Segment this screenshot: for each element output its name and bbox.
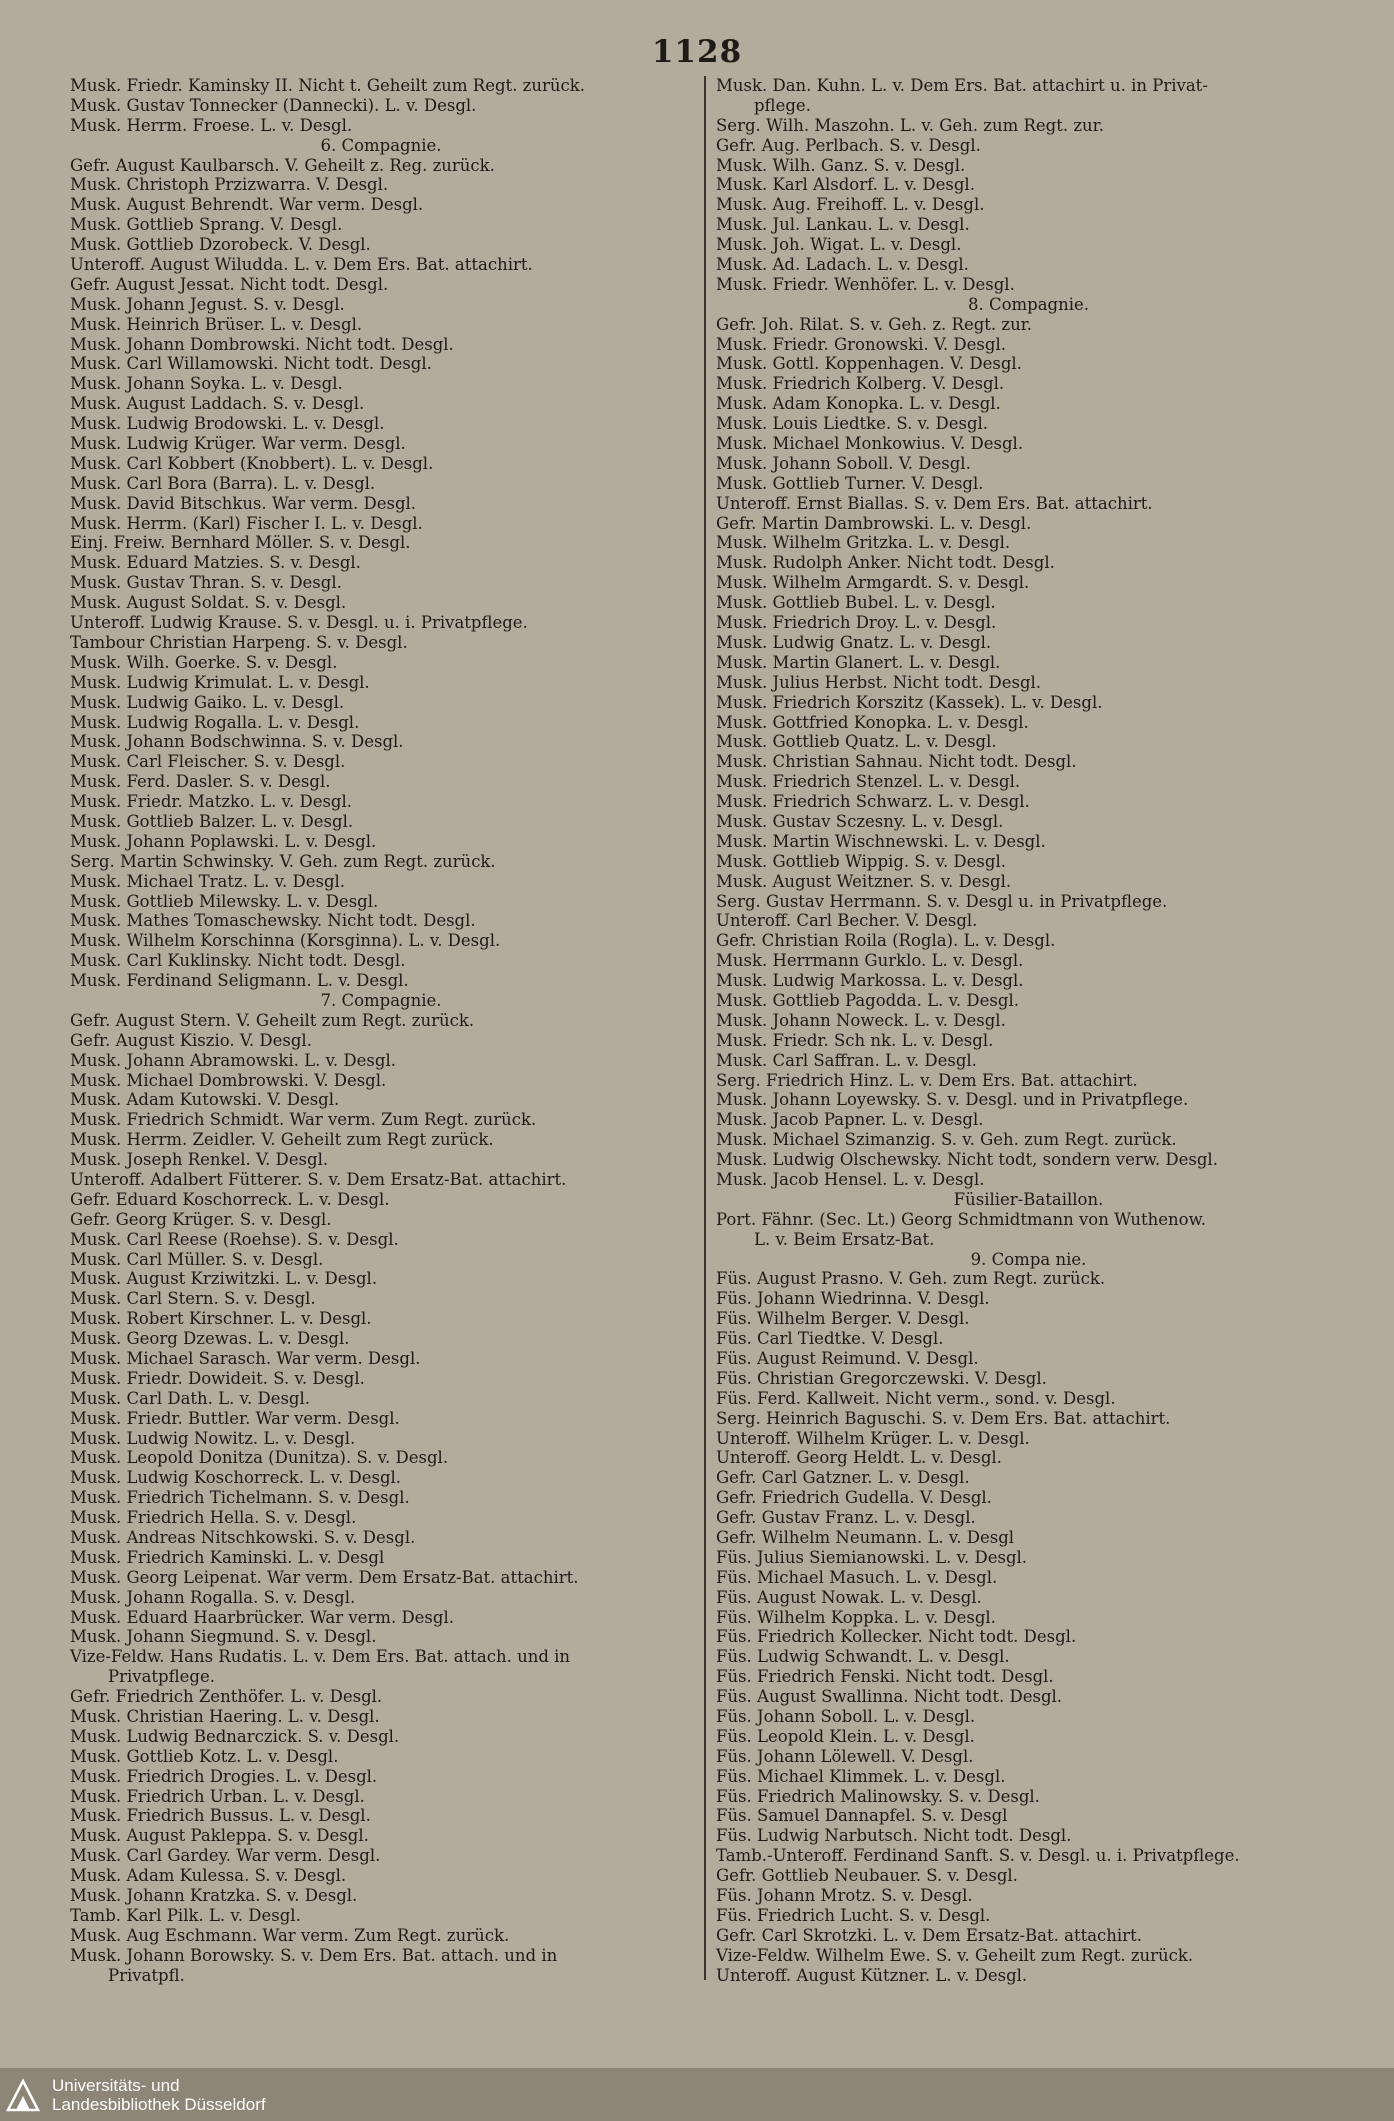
roster-entry: Füs. Johann Mrotz. S. v. Desgl. (716, 1886, 973, 1906)
roster-entry: Musk. Robert Kirschner. L. v. Desgl. (70, 1309, 372, 1329)
roster-entry: Musk. Gustav Sczesny. L. v. Desgl. (716, 811, 1004, 831)
roster-entry: pflege. (754, 95, 811, 115)
roster-entry: Vize-Feldw. Hans Rudatis. L. v. Dem Ers. Bat. attach. und in (70, 1647, 571, 1667)
library-name (52, 2076, 266, 2114)
roster-entry: Musk. Carl Reese (Roehse). S. v. Desgl. (70, 1229, 399, 1249)
roster-entry: Musk. Johann Soboll. V. Desgl. (716, 453, 971, 473)
roster-entry: Musk. Michael Szimanzig. S. v. Geh. zum Regt. zurück. (716, 1130, 1177, 1150)
roster-entry: Füs. Ferd. Kallweit. Nicht verm., sond. v. Desgl. (716, 1388, 1116, 1408)
page-number: 1128 (651, 34, 743, 70)
library-name-line1: Universitäts- und (52, 2076, 180, 2095)
roster-entry: Musk. Friedr. Buttler. War verm. Desgl. (70, 1408, 400, 1428)
roster-entry: Musk. Christoph Przizwarra. V. Desgl. (70, 175, 389, 195)
roster-entry: Musk. Leopold Donitza (Dunitza). S. v. Desgl. (70, 1448, 449, 1468)
roster-entry: Unteroff. August Kützner. L. v. Desgl. (716, 1965, 1028, 1985)
roster-entry: Füs. August Prasno. V. Geh. zum Regt. zurück. (716, 1269, 1106, 1289)
roster-entry: Gefr. Joh. Rilat. S. v. Geh. z. Regt. zur. (716, 314, 1033, 334)
roster-entry: Musk. Friedrich Droy. L. v. Desgl. (716, 613, 997, 633)
roster-entry: Musk. Friedrich Schwarz. L. v. Desgl. (716, 792, 1030, 812)
roster-entry: Musk. Gottl. Koppenhagen. V. Desgl. (716, 354, 1022, 374)
roster-entry: Musk. Ludwig Koschorreck. L. v. Desgl. (70, 1468, 402, 1488)
roster-entry: Gefr. Eduard Koschorreck. L. v. Desgl. (70, 1189, 390, 1209)
roster-entry: Unteroff. Ernst Biallas. S. v. Dem Ers. Bat. attachirt. (716, 493, 1153, 513)
roster-entry: Musk. Gottlieb Pagodda. L. v. Desgl. (716, 990, 1019, 1010)
roster-entry: Unteroff. Ludwig Krause. S. v. Desgl. u. i. Privatpflege. (70, 613, 528, 633)
roster-entry: Musk. Friedr. Matzko. L. v. Desgl. (70, 792, 353, 812)
roster-entry: Musk. Johann Noweck. L. v. Desgl. (716, 1010, 1006, 1030)
roster-entry: Musk. Wilhelm Armgardt. S. v. Desgl. (716, 573, 1030, 593)
roster-entry: Musk. Johann Soyka. L. v. Desgl. (70, 374, 343, 394)
roster-entry: Serg. Gustav Herrmann. S. v. Desgl u. in Privatpflege. (716, 891, 1168, 911)
roster-entry: L. v. Beim Ersatz-Bat. (754, 1229, 935, 1249)
roster-entry: Unteroff. Carl Becher. V. Desgl. (716, 911, 978, 931)
roster-entry: Musk. Friedrich Stenzel. L. v. Desgl. (716, 772, 1021, 792)
roster-entry: Musk. Martin Glanert. L. v. Desgl. (716, 652, 1001, 672)
roster-entry: Musk. Ludwig Rogalla. L. v. Desgl. (70, 712, 360, 732)
section-heading: 8. Compagnie. (967, 294, 1090, 314)
roster-entry: Musk. Johann Loyewsky. S. v. Desgl. und in Privatpflege. (716, 1090, 1189, 1110)
roster-entry: Füs. Wilhelm Berger. V. Desgl. (716, 1309, 970, 1329)
roster-entry: Musk. Gottlieb Balzer. L. v. Desgl. (70, 811, 354, 831)
roster-entry: Musk. Christian Sahnau. Nicht todt. Desgl. (716, 752, 1077, 772)
roster-entry: Musk. Friedrich Urban. L. v. Desgl. (70, 1786, 365, 1806)
roster-entry: Füs. Christian Gregorczewski. V. Desgl. (716, 1368, 1047, 1388)
roster-entry: Musk. Ferd. Dasler. S. v. Desgl. (70, 772, 331, 792)
roster-entry: Unteroff. Wilhelm Krüger. L. v. Desgl. (716, 1428, 1030, 1448)
roster-entry: Musk. Gustav Tonnecker (Dannecki). L. v. Desgl. (70, 95, 477, 115)
roster-entry: Musk. Friedr. Kaminsky II. Nicht t. Geheilt zum Regt. zurück. (70, 76, 585, 95)
roster-entry: Musk. Gottlieb Bubel. L. v. Desgl. (716, 593, 996, 613)
roster-entry: Füs. August Reimund. V. Desgl. (716, 1349, 979, 1368)
library-name-line2: Landesbibliothek Düsseldorf (52, 2095, 266, 2114)
roster-entry: Füs. Ludwig Narbutsch. Nicht todt. Desgl. (716, 1826, 1072, 1846)
roster-entry: Gefr. Carl Gatzner. L. v. Desgl. (716, 1468, 970, 1488)
roster-entry: Musk. Carl Kuklinsky. Nicht todt. Desgl. (70, 951, 406, 971)
roster-entry: Musk. Friedr. Wenhöfer. L. v. Desgl. (716, 274, 1015, 294)
roster-entry: Musk. Carl Fleischer. S. v. Desgl. (70, 752, 346, 772)
roster-entry: Musk. Wilh. Goerke. S. v. Desgl. (70, 652, 338, 672)
roster-entry: Musk. Andreas Nitschkowski. S. v. Desgl. (70, 1528, 416, 1548)
roster-entry: Musk. Herrm. Zeidler. V. Geheilt zum Regt zurück. (70, 1130, 494, 1150)
roster-entry: Gefr. Gottlieb Neubauer. S. v. Desgl. (716, 1866, 1018, 1886)
roster-entry: Füs. Johann Soboll. L. v. Desgl. (716, 1707, 976, 1727)
roster-entry: Musk. August Behrendt. War verm. Desgl. (70, 195, 424, 215)
roster-entry: Musk. Christian Haering. L. v. Desgl. (70, 1707, 380, 1727)
roster-entry: Unteroff. August Wiludda. L. v. Dem Ers. Bat. attachirt. (70, 255, 533, 275)
roster-entry: Musk. Ludwig Nowitz. L. v. Desgl. (70, 1428, 356, 1448)
roster-entry: Füs. Ludwig Schwandt. L. v. Desgl. (716, 1647, 1010, 1667)
roster-entry: Musk. Adam Kutowski. V. Desgl. (70, 1090, 340, 1110)
right-column (716, 76, 1341, 1986)
roster-entry: Musk. Wilh. Ganz. S. v. Desgl. (716, 155, 966, 175)
roster-entry: Privatpflege. (108, 1667, 215, 1687)
roster-entry: Musk. Eduard Matzies. S. v. Desgl. (70, 553, 361, 573)
roster-entry: Einj. Freiw. Bernhard Möller. S. v. Desgl. (70, 533, 411, 553)
roster-entry: Musk. Carl Kobbert (Knobbert). L. v. Desgl. (70, 453, 434, 473)
roster-entry: Musk. Johann Borowsky. S. v. Dem Ers. Bat. attach. und in (70, 1945, 558, 1965)
roster-entry: Musk. Ad. Ladach. L. v. Desgl. (716, 255, 969, 275)
roster-entry: Gefr. Gustav Franz. L. v. Desgl. (716, 1508, 976, 1528)
roster-entry: Füs. Friedrich Fenski. Nicht todt. Desgl. (716, 1667, 1054, 1687)
roster-entry: Musk. Carl Saffran. L. v. Desgl. (716, 1050, 977, 1070)
section-heading: Füsilier-Bataillon. (953, 1189, 1104, 1209)
roster-entry: Musk. August Soldat. S. v. Desgl. (70, 593, 347, 613)
roster-entry: Gefr. August Jessat. Nicht todt. Desgl. (70, 274, 389, 294)
roster-entry: Serg. Martin Schwinsky. V. Geh. zum Regt. zurück. (70, 851, 496, 871)
roster-entry: Musk. Joh. Wigat. L. v. Desgl. (716, 235, 962, 255)
roster-entry: Musk. Herrmann Gurklo. L. v. Desgl. (716, 951, 1024, 971)
roster-entry: Musk. Gottlieb Wippig. S. v. Desgl. (716, 851, 1006, 871)
roster-entry: Gefr. Friedrich Gudella. V. Desgl. (716, 1488, 992, 1508)
roster-entry: Tamb.-Unteroff. Ferdinand Sanft. S. v. Desgl. u. i. Privatpflege. (716, 1846, 1240, 1866)
roster-entry: Musk. Ludwig Bednarczick. S. v. Desgl. (70, 1726, 400, 1746)
roster-entry: Musk. Friedr. Sch nk. L. v. Desgl. (716, 1030, 994, 1050)
roster-entry: Musk. August Weitzner. S. v. Desgl. (716, 871, 1012, 891)
roster-entry: Füs. August Swallinna. Nicht todt. Desgl. (716, 1687, 1063, 1707)
roster-entry: Gefr. Wilhelm Neumann. L. v. Desgl (716, 1528, 1015, 1548)
roster-entry: Musk. Ludwig Markossa. L. v. Desgl. (716, 971, 1024, 991)
roster-entry: Musk. Johann Dombrowski. Nicht todt. Desgl. (70, 334, 454, 354)
roster-entry: Musk. Gottlieb Sprang. V. Desgl. (70, 215, 343, 235)
roster-entry: Musk. Friedrich Kaminski. L. v. Desgl (70, 1547, 385, 1567)
roster-entry: Musk. Johann Bodschwinna. S. v. Desgl. (70, 732, 404, 752)
roster-entry: Tamb. Karl Pilk. L. v. Desgl. (70, 1905, 301, 1925)
roster-entry: Musk. Ludwig Gnatz. L. v. Desgl. (716, 632, 992, 652)
roster-entry: Musk. Gottlieb Quatz. L. v. Desgl. (716, 732, 997, 752)
roster-entry: Musk. Gustav Thran. S. v. Desgl. (70, 573, 342, 593)
roster-entry: Musk. Michael Sarasch. War verm. Desgl. (70, 1349, 421, 1368)
roster-entry: Musk. Johann Poplawski. L. v. Desgl. (70, 831, 377, 851)
roster-entry: Musk. Aug Eschmann. War verm. Zum Regt. zurück. (70, 1925, 510, 1945)
roster-entry: Musk. Georg Dzewas. L. v. Desgl. (70, 1329, 350, 1349)
roster-entry: Gefr. August Kaulbarsch. V. Geheilt z. Reg. zurück. (70, 155, 495, 175)
roster-entry: Musk. Karl Alsdorf. L. v. Desgl. (716, 175, 975, 195)
roster-entry: Musk. Mathes Tomaschewsky. Nicht todt. Desgl. (70, 911, 476, 931)
roster-entry: Gefr. Georg Krüger. S. v. Desgl. (70, 1209, 332, 1229)
roster-entry: Füs. Johann Wiedrinna. V. Desgl. (716, 1289, 990, 1309)
roster-entry: Musk. Johann Jegust. S. v. Desgl. (70, 294, 345, 314)
roster-entry: Füs. Friedrich Lucht. S. v. Desgl. (716, 1905, 991, 1925)
roster-entry: Serg. Friedrich Hinz. L. v. Dem Ers. Bat. attachirt. (716, 1070, 1138, 1090)
roster-entry: Musk. Friedrich Korszitz (Kassek). L. v. Desgl. (716, 692, 1103, 712)
roster-entry: Musk. Ludwig Gaiko. L. v. Desgl. (70, 692, 345, 712)
roster-entry: Musk. Georg Leipenat. War verm. Dem Ersatz-Bat. attachirt. (70, 1567, 579, 1587)
roster-entry: Musk. Michael Monkowius. V. Desgl. (716, 434, 1024, 454)
roster-entry: Musk. Dan. Kuhn. L. v. Dem Ers. Bat. attachirt u. in Privat- (716, 76, 1208, 95)
roster-entry: Musk. Wilhelm Gritzka. L. v. Desgl. (716, 533, 1011, 553)
roster-entry: Musk. Johann Kratzka. S. v. Desgl. (70, 1886, 358, 1906)
section-heading: 7. Compagnie. (320, 990, 442, 1010)
roster-entry: Musk. Louis Liedtke. S. v. Desgl. (716, 414, 989, 434)
roster-entry: Gefr. Christian Roila (Rogla). L. v. Desgl. (716, 931, 1056, 951)
roster-entry: Musk. Friedrich Bussus. L. v. Desgl. (70, 1806, 371, 1826)
roster-entry: Musk. Michael Dombrowski. V. Desgl. (70, 1070, 387, 1090)
roster-entry: Füs. Michael Masuch. L. v. Desgl. (716, 1567, 998, 1587)
roster-entry: Musk. Ludwig Krüger. War verm. Desgl. (70, 434, 406, 454)
roster-entry: Musk. Friedr. Gronowski. V. Desgl. (716, 334, 1006, 354)
roster-entry: Musk. Jacob Papner. L. v. Desgl. (716, 1110, 984, 1130)
roster-entry: Musk. Joseph Renkel. V. Desgl. (70, 1150, 329, 1170)
roster-entry: Musk. Johann Abramowski. L. v. Desgl. (70, 1050, 396, 1070)
roster-entry: Musk. Rudolph Anker. Nicht todt. Desgl. (716, 553, 1055, 573)
roster-entry: Musk. Friedrich Drogies. L. v. Desgl. (70, 1766, 378, 1786)
roster-entry: Privatpfl. (108, 1965, 185, 1985)
roster-entry: Füs. Friedrich Kollecker. Nicht todt. Desgl. (716, 1627, 1077, 1647)
roster-entry: Musk. Friedrich Schmidt. War verm. Zum Regt. zurück. (70, 1110, 537, 1130)
roster-entry: Musk. Johann Siegmund. S. v. Desgl. (70, 1627, 377, 1647)
roster-entry: Musk. Carl Stern. S. v. Desgl. (70, 1289, 316, 1309)
roster-entry: Musk. Heinrich Brüser. L. v. Desgl. (70, 314, 363, 334)
ulb-logo-icon (6, 2078, 40, 2112)
roster-entry: Füs. Carl Tiedtke. V. Desgl. (716, 1329, 944, 1349)
roster-entry: Füs. Michael Klimmek. L. v. Desgl. (716, 1766, 1006, 1786)
roster-entry: Musk. Gottlieb Dzorobeck. V. Desgl. (70, 235, 371, 255)
roster-entry: Musk. August Laddach. S. v. Desgl. (70, 394, 365, 414)
roster-entry: Musk. Ludwig Olschewsky. Nicht todt, sondern verw. Desgl. (716, 1150, 1218, 1170)
roster-entry: Musk. Friedrich Tichelmann. S. v. Desgl. (70, 1488, 410, 1508)
roster-entry: Füs. Julius Siemianowski. L. v. Desgl. (716, 1547, 1028, 1567)
roster-entry: Musk. Johann Rogalla. S. v. Desgl. (70, 1587, 356, 1607)
roster-entry: Füs. Friedrich Malinowsky. S. v. Desgl. (716, 1786, 1040, 1806)
roster-entry: Tambour Christian Harpeng. S. v. Desgl. (70, 632, 408, 652)
roster-entry: Gefr. Friedrich Zenthöfer. L. v. Desgl. (70, 1687, 383, 1707)
roster-entry: Musk. Jul. Lankau. L. v. Desgl. (716, 215, 970, 235)
roster-entry: Musk. Friedrich Kolberg. V. Desgl. (716, 374, 1005, 394)
roster-entry: Musk. Adam Kulessa. S. v. Desgl. (70, 1866, 347, 1886)
section-heading: 9. Compa nie. (970, 1249, 1087, 1269)
roster-entry: Musk. Carl Willamowski. Nicht todt. Desgl. (70, 354, 432, 374)
roster-entry: Musk. Herrm. Froese. L. v. Desgl. (70, 115, 353, 135)
roster-entry: Füs. Samuel Dannapfel. S. v. Desgl (716, 1806, 1008, 1826)
roster-entry: Gefr. Aug. Perlbach. S. v. Desgl. (716, 135, 981, 155)
roster-entry: Musk. August Krziwitzki. L. v. Desgl. (70, 1269, 378, 1289)
roster-entry: Musk. Carl Müller. S. v. Desgl. (70, 1249, 324, 1269)
roster-entry: Vize-Feldw. Wilhelm Ewe. S. v. Geheilt zum Regt. zurück. (716, 1945, 1194, 1965)
roster-entry: Musk. Ludwig Krimulat. L. v. Desgl. (70, 672, 370, 692)
roster-entry: Musk. Jacob Hensel. L. v. Desgl. (716, 1169, 985, 1189)
roster-entry: Musk. Carl Dath. L. v. Desgl. (70, 1388, 311, 1408)
roster-entry: Serg. Wilh. Maszohn. L. v. Geh. zum Regt. zur. (716, 115, 1104, 135)
roster-entry: Musk. Gottlieb Milewsky. L. v. Desgl. (70, 891, 379, 911)
roster-entry: Gefr. August Stern. V. Geheilt zum Regt. zurück. (70, 1010, 475, 1030)
roster-entry: Musk. Michael Tratz. L. v. Desgl. (70, 871, 346, 891)
left-column (70, 76, 692, 1986)
roster-entry: Musk. Friedrich Hella. S. v. Desgl. (70, 1508, 357, 1528)
roster-entry: Musk. Adam Konopka. L. v. Desgl. (716, 394, 1001, 414)
roster-entry: Musk. Gottfried Konopka. L. v. Desgl. (716, 712, 1029, 732)
roster-entry: Gefr. Martin Dambrowski. L. v. Desgl. (716, 513, 1032, 533)
roster-entry: Musk. Ludwig Brodowski. L. v. Desgl. (70, 414, 385, 434)
roster-entry: Musk. Friedr. Dowideit. S. v. Desgl. (70, 1368, 365, 1388)
roster-entry: Musk. Ferdinand Seligmann. L. v. Desgl. (70, 971, 409, 991)
roster-entry: Musk. Carl Bora (Barra). L. v. Desgl. (70, 473, 376, 493)
roster-entry: Musk. Eduard Haarbrücker. War verm. Desgl. (70, 1607, 454, 1627)
column-divider (704, 76, 706, 1980)
roster-entry: Musk. Carl Gardey. War verm. Desgl. (70, 1846, 381, 1866)
roster-entry: Füs. Johann Lölewell. V. Desgl. (716, 1746, 974, 1766)
roster-entry: Port. Fähnr. (Sec. Lt.) Georg Schmidtmann von Wuthenow. (716, 1209, 1206, 1229)
roster-entry: Gefr. August Kiszio. V. Desgl. (70, 1030, 312, 1050)
roster-entry: Unteroff. Georg Heldt. L. v. Desgl. (716, 1448, 1002, 1468)
roster-entry: Musk. Aug. Freihoff. L. v. Desgl. (716, 195, 985, 215)
roster-entry: Musk. Julius Herbst. Nicht todt. Desgl. (716, 672, 1042, 692)
roster-entry: Musk. David Bitschkus. War verm. Desgl. (70, 493, 417, 513)
roster-entry: Füs. Wilhelm Koppka. L. v. Desgl. (716, 1607, 996, 1627)
roster-entry: Unteroff. Adalbert Fütterer. S. v. Dem Ersatz-Bat. attachirt. (70, 1169, 567, 1189)
roster-entry: Musk. Herrm. (Karl) Fischer I. L. v. Desgl. (70, 513, 423, 533)
roster-entry: Musk. Gottlieb Kotz. L. v. Desgl. (70, 1746, 339, 1766)
roster-entry: Serg. Heinrich Baguschi. S. v. Dem Ers. Bat. attachirt. (716, 1408, 1171, 1428)
roster-entry: Füs. August Nowak. L. v. Desgl. (716, 1587, 982, 1607)
section-heading: 6. Compagnie. (320, 135, 442, 155)
roster-entry: Musk. Martin Wischnewski. L. v. Desgl. (716, 831, 1046, 851)
roster-entry: Füs. Leopold Klein. L. v. Desgl. (716, 1726, 975, 1746)
library-footer (0, 2068, 1394, 2121)
roster-entry: Musk. August Pakleppa. S. v. Desgl. (70, 1826, 369, 1846)
roster-entry: Musk. Gottlieb Turner. V. Desgl. (716, 473, 984, 493)
roster-entry: Musk. Wilhelm Korschinna (Korsginna). L. v. Desgl. (70, 931, 501, 951)
roster-entry: Gefr. Carl Skrotzki. L. v. Dem Ersatz-Bat. attachirt. (716, 1925, 1142, 1945)
